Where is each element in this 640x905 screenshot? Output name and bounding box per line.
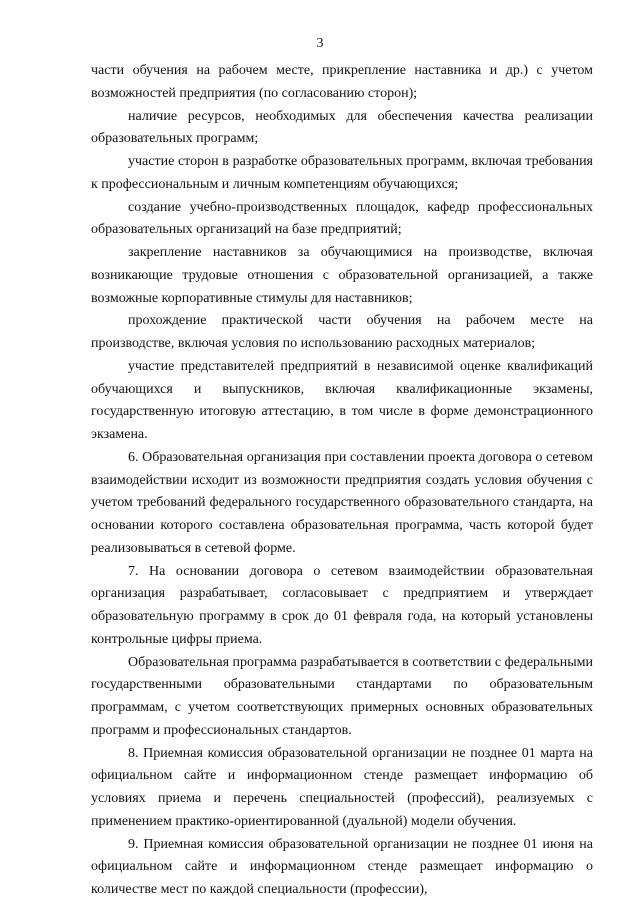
clause-7: 7. На основании договора о сетевом взаимодействии образовательная организация разрабатывает, согласовывает с предприятием и утверждает образовательную программу в срок до 01 февраля года, на который установлены контрольные цифры приема. [91,563,593,647]
paragraph-continuation: части обучения на рабочем месте, прикрепление наставника и др.) с учетом возможностей предприятия (по согласованию сторон); [91,63,593,101]
document-body [91,60,593,902]
clause-6: 6. Образовательная организация при составлении проекта договора о сетевом взаимодействии исходит из возможности предприятия создать условия обучения с учетом требований федерального государственного образовательного стандарта, на основании которого составлена образовательная программа, часть которой будет реализовываться в сетевой форме. [91,449,593,556]
clause-8: 8. Приемная комиссия образовательной организации не позднее 01 марта на официальном сайте и информационном стенде размещает информацию об условиях приема и перечень специальностей (профессий), реализуемых с применением практико-ориентированной (дуальной) модели обучения. [91,745,593,829]
list-item-program-development: участие сторон в разработке образовательных программ, включая требования к профессиональным и личным компетенциям обучающихся; [91,154,593,192]
list-item-resources: наличие ресурсов, необходимых для обеспечения качества реализации образовательных программ; [91,108,593,147]
page-number: 3 [316,36,324,51]
list-item-mentors: закрепление наставников за обучающимися на производстве, включая возникающие трудовые отношения с образовательной организацией, а также возможные корпоративные стимулы для наставников; [91,245,593,306]
clause-9: 9. Приемная комиссия образовательной организации не позднее 01 июня на официальном сайте и информационном стенде размещает информацию о количестве мест по каждой специальности (профессии), [91,836,593,897]
clause-7-paragraph-2: Образовательная программа разрабатывается в соответствии с федеральными государственными образовательными стандартами по образовательным программам, с учетом соответствующих примерных основных образовательных программ и профессиональных стандартов. [91,654,593,738]
list-item-practical-training: прохождение практической части обучения на рабочем месте на производстве, включая условия по использованию расходных материалов; [91,313,593,351]
list-item-qualification-assessment: участие представителей предприятий в независимой оценке квалификаций обучающихся и выпускников, включая квалификационные экзамены, государственную итоговую аттестацию, в том числе в форме демонстрационного экзамена. [91,358,593,442]
list-item-production-sites: создание учебно-производственных площадок, кафедр профессиональных образовательных организаций на базе предприятий; [91,199,593,238]
